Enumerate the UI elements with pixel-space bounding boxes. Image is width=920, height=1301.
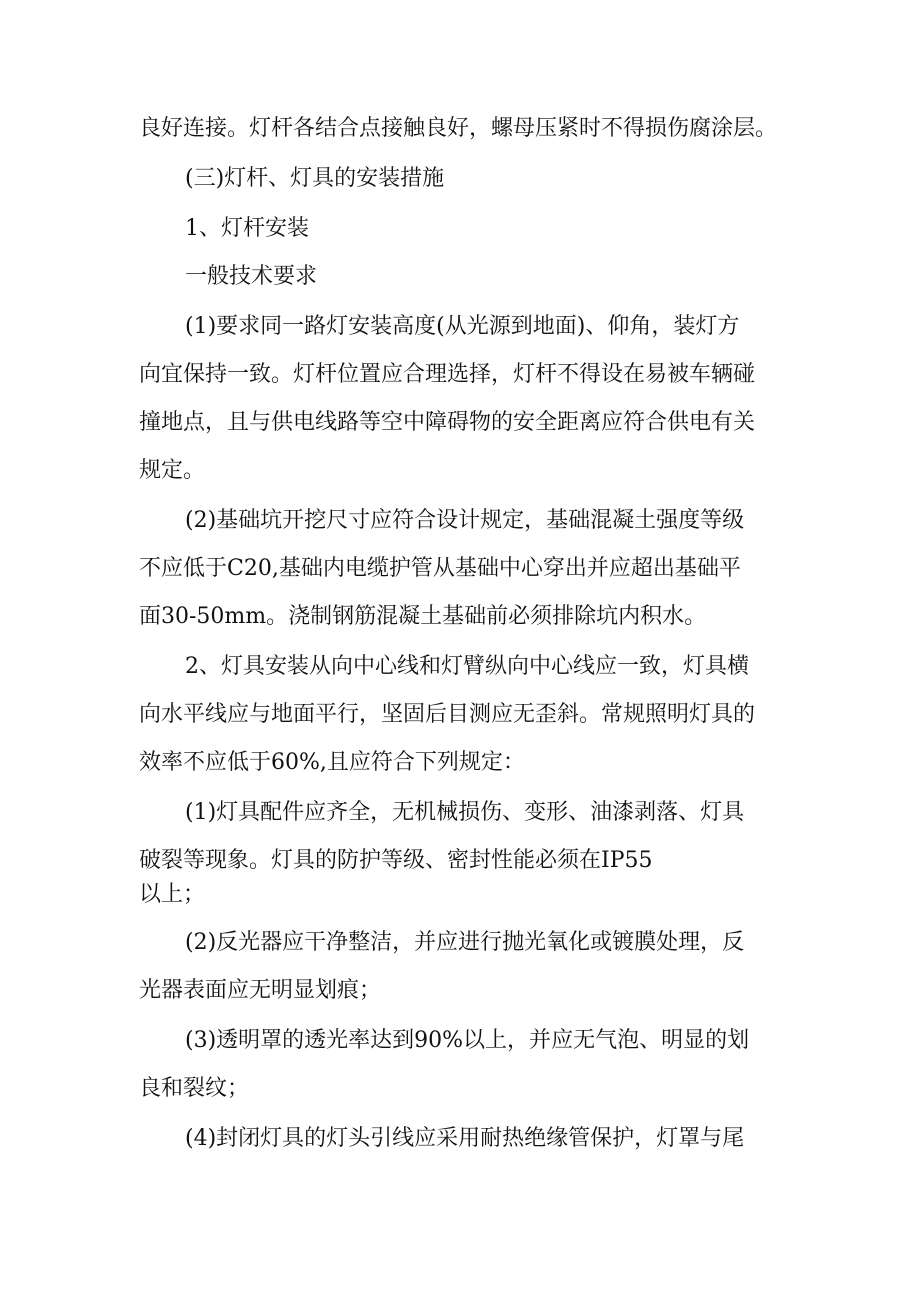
section-heading: (三)灯杆、灯具的安装措施	[185, 166, 445, 191]
text-line: 光器表面应无明显划痕；	[139, 978, 382, 1003]
text-line: 破裂等现象。灯具的防护等级、密封性能必须在IP55	[139, 848, 653, 873]
text-line: (1)要求同一路灯安装高度(从光源到地面)、仰角，装灯方	[185, 314, 740, 339]
text-line: 以上；	[139, 882, 206, 907]
text-line: (2)基础坑开挖尺寸应符合设计规定，基础混凝土强度等级	[185, 508, 745, 533]
text-line: 不应低于C20,基础内电缆护管从基础中心穿出并应超出基础平	[139, 556, 741, 581]
subheading: 一般技术要求	[185, 264, 318, 289]
text-line: (1)灯具配件应齐全，无机械损伤、变形、油漆剥落、灯具	[185, 800, 745, 825]
text-line: 良和裂纹；	[139, 1076, 250, 1101]
text-line: 良好连接。灯杆各结合点接触良好，螺母压紧时不得损伤腐涂层。	[139, 116, 778, 141]
text-line: 向水平线应与地面平行，坚固后目测应无歪斜。常规照明灯具的	[139, 702, 756, 727]
subsection-heading: 1、灯杆安装	[185, 216, 309, 241]
text-line: 效率不应低于60%,且应符合下列规定：	[139, 750, 525, 775]
text-line: (4)封闭灯具的灯头引线应采用耐热绝缘管保护，灯罩与尾	[185, 1126, 745, 1151]
text-line: 规定。	[139, 458, 206, 483]
text-line: 向宜保持一致。灯杆位置应合理选择，灯杆不得设在易被车辆碰	[139, 362, 756, 387]
text-line: 2、灯具安装从向中心线和灯臂纵向中心线应一致，灯具横	[185, 654, 749, 679]
text-line: (3)透明罩的透光率达到90%以上，并应无气泡、明显的划	[185, 1028, 750, 1053]
text-line: (2)反光器应干净整洁，并应进行抛光氧化或镀膜处理，反	[185, 930, 745, 955]
text-line: 面30-50mm。浇制钢筋混凝土基础前必须排除坑内积水。	[139, 604, 707, 629]
text-line: 撞地点，且与供电线路等空中障碍物的安全距离应符合供电有关	[139, 410, 756, 435]
